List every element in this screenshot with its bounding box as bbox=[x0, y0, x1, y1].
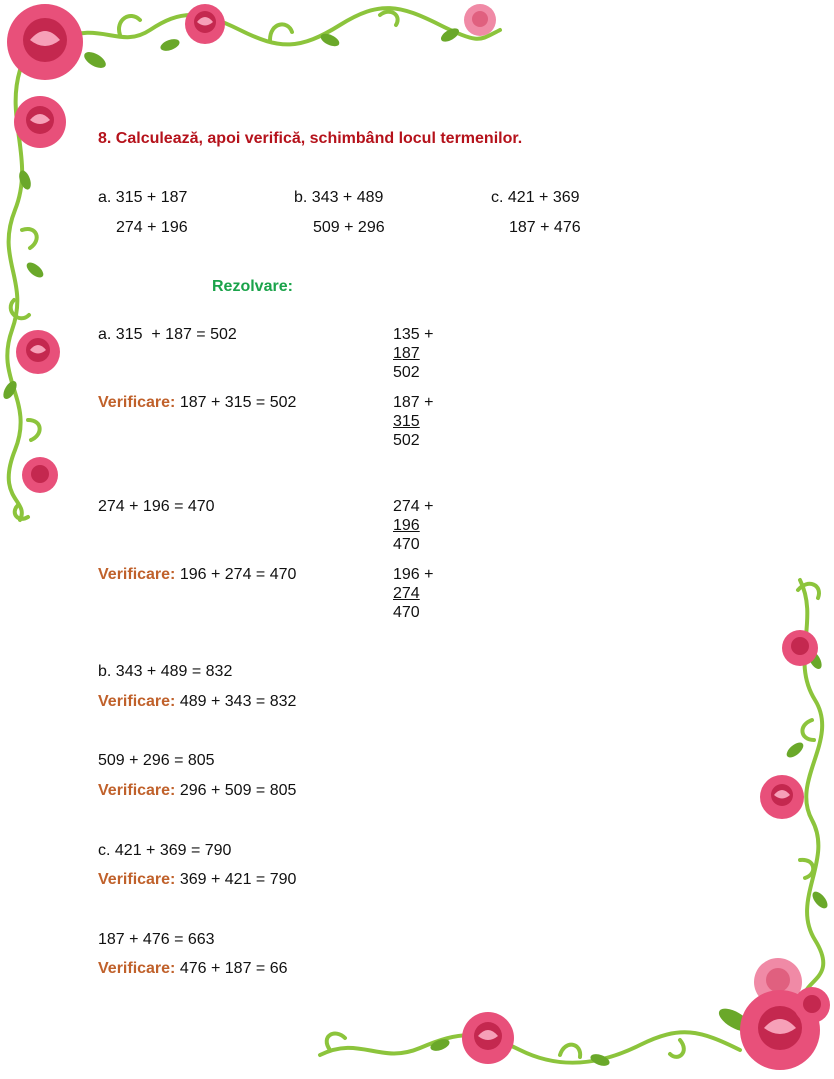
column-a3-top: 274 + bbox=[393, 498, 434, 515]
column-a4-top: 196 + bbox=[393, 566, 434, 583]
rose-icon bbox=[740, 990, 820, 1070]
solution-c-eq1: c. 421 + 369 = 790 bbox=[98, 842, 232, 859]
exercise-c-2: 187 + 476 bbox=[509, 219, 581, 236]
column-a4-bottom: 274 bbox=[393, 585, 420, 602]
verify-b2 bbox=[98, 781, 296, 800]
solution-c-eq2: 187 + 476 = 663 bbox=[98, 931, 215, 948]
verify-b1-eq: 489 + 343 = 832 bbox=[175, 693, 297, 710]
verify-c2-eq: 476 + 187 = 66 bbox=[175, 960, 288, 977]
solution-b-eq2: 509 + 296 = 805 bbox=[98, 752, 215, 769]
column-a3-bottom: 196 bbox=[393, 517, 420, 534]
verify-c1 bbox=[98, 870, 296, 889]
rose-icon bbox=[185, 4, 225, 44]
column-a3-result: 470 bbox=[393, 536, 420, 553]
column-a4-result: 470 bbox=[393, 604, 420, 621]
rose-icon bbox=[760, 775, 804, 819]
exercise-b-1: b. 343 + 489 bbox=[294, 189, 384, 206]
verify-label: Verificare: bbox=[98, 566, 176, 583]
verify-label: Verificare: bbox=[98, 960, 176, 977]
rose-icon bbox=[14, 96, 66, 148]
rose-icon bbox=[22, 457, 58, 493]
verify-label: Verificare: bbox=[98, 693, 176, 710]
verify-c2 bbox=[98, 959, 288, 978]
verify-b1 bbox=[98, 692, 296, 711]
exercise-a-2: 274 + 196 bbox=[116, 219, 188, 236]
column-a2-top: 187 + bbox=[393, 394, 434, 411]
column-a1-bottom: 187 bbox=[393, 345, 420, 362]
verify-a2 bbox=[98, 565, 296, 584]
exercise-c-1: c. 421 + 369 bbox=[491, 189, 580, 206]
verify-b2-eq: 296 + 509 = 805 bbox=[175, 782, 297, 799]
exercise-b-2: 509 + 296 bbox=[313, 219, 385, 236]
verify-label: Verificare: bbox=[98, 871, 176, 888]
rose-icon bbox=[782, 630, 818, 666]
column-a2-result: 502 bbox=[393, 432, 420, 449]
verify-a1 bbox=[98, 393, 296, 412]
rose-icon bbox=[7, 4, 83, 80]
verify-c1-eq: 369 + 421 = 790 bbox=[175, 871, 297, 888]
column-a2-bottom: 315 bbox=[393, 413, 420, 430]
exercise-title: 8. Calculează, apoi verifică, schimbând locul termenilor. bbox=[98, 130, 523, 147]
rose-icon bbox=[464, 4, 496, 36]
verify-a1-eq: 187 + 315 = 502 bbox=[175, 394, 297, 411]
rose-icon bbox=[794, 987, 830, 1023]
solution-b-eq1: b. 343 + 489 = 832 bbox=[98, 663, 233, 680]
rose-icon bbox=[754, 958, 802, 1006]
column-a1-result: 502 bbox=[393, 364, 420, 381]
rose-icon bbox=[16, 330, 60, 374]
solution-a-eq1: a. 315 + 187 = 502 bbox=[98, 326, 237, 343]
rose-icon bbox=[462, 1012, 514, 1064]
column-a1-top: 135 + bbox=[393, 326, 434, 343]
solution-a-eq2: 274 + 196 = 470 bbox=[98, 498, 215, 515]
exercise-a-1: a. 315 + 187 bbox=[98, 189, 188, 206]
verify-label: Verificare: bbox=[98, 394, 176, 411]
verify-label: Verificare: bbox=[98, 782, 176, 799]
solution-heading: Rezolvare: bbox=[212, 278, 293, 295]
verify-a2-eq: 196 + 274 = 470 bbox=[175, 566, 297, 583]
